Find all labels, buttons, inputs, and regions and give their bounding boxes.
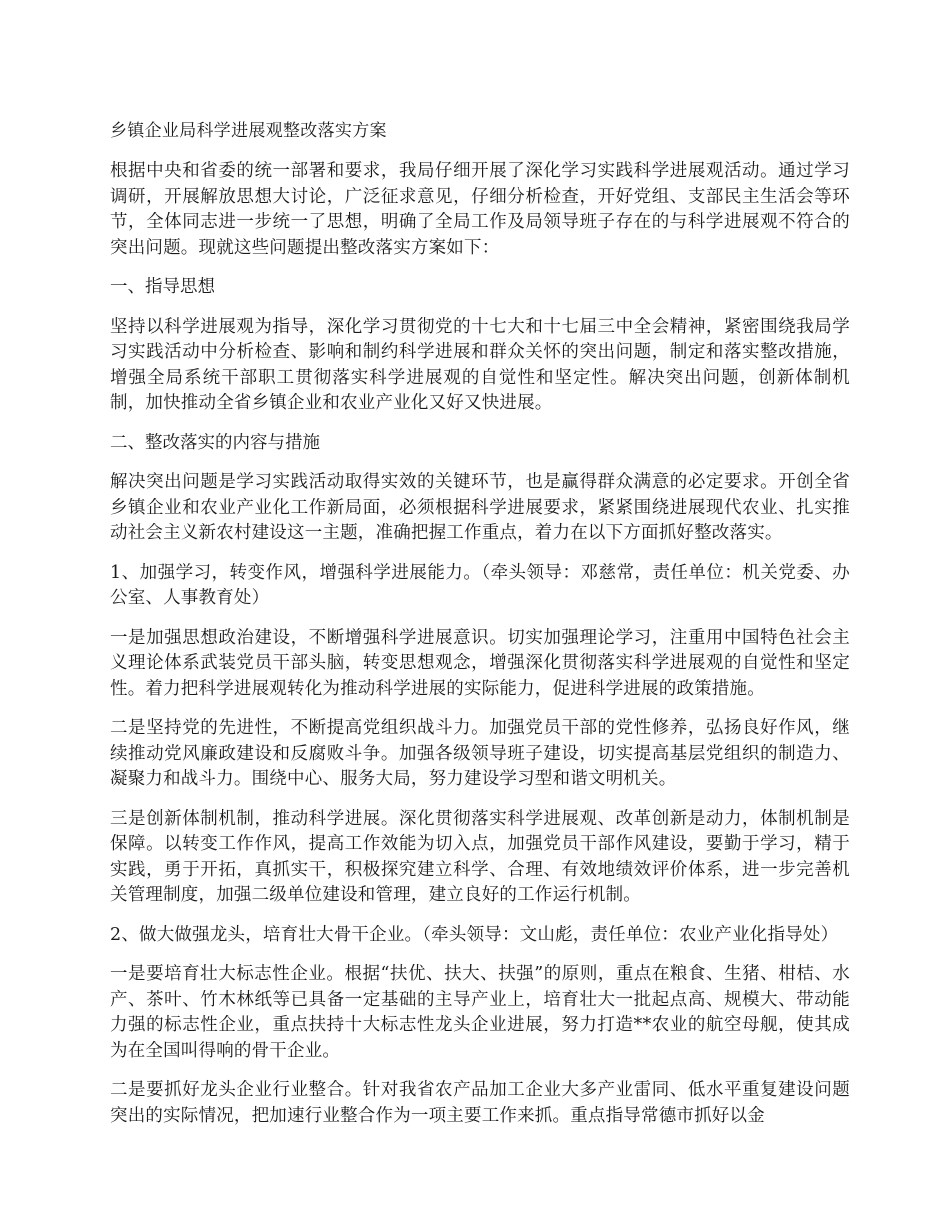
section-heading-guiding-ideology: 一、指导思想 (110, 277, 215, 297)
item1-point2-paragraph: 二是坚持党的先进性，不断提高党组织战斗力。加强党员干部的党性修养，弘扬良好作风，继续推动党风廉政建设和反腐败斗争。加强各级领导班子建设，切实提高基层党组织的制造力、凝聚力和战斗力。围绕中心、服务大局，努力建设学习型和谐文明机关。 (110, 718, 850, 789)
item-heading-leading-enterprises: 2、做大做强龙头，培育壮大骨干企业。（牵头领导：文山彪，责任单位：农业产业化指导处） (110, 924, 839, 945)
item2-point1-paragraph: 一是要培育壮大标志性企业。根据“扶优、扶大、扶强”的原则，重点在粮食、生猪、柑桔、水产、茶叶、竹木林纸等已具备一定基础的主导产业上，培育壮大一批起点高、规模大、带动能力强的标志性企业，重点扶持十大标志性龙头企业进展，努力打造**农业的航空母舰，使其成为在全国叫得响的骨干企业。 (110, 964, 850, 1061)
intro-paragraph: 根据中央和省委的统一部署和要求，我局仔细开展了深化学习实践科学进展观活动。通过学习调研，开展解放思想大讨论，广泛征求意见，仔细分析检查，开好党组、支部民主生活会等环节，全体同志进一步统一了思想，明确了全局工作及局领导班子存在的与科学进展观不符合的突出问题。现就这些问题提出整改落实方案如下： (110, 161, 850, 258)
item1-point3-paragraph: 三是创新体制机制，推动科学进展。深化贯彻落实科学进展观、改革创新是动力，体制机制是保障。以转变工作作风，提高工作效能为切入点，加强党员干部作风建设，要勤于学习，精于实践，勇于开拓，真抓实干，积极探究建立科学、合理、有效地绩效评价体系，进一步完善机关管理制度，加强二级单位建设和管理，建立良好的工作运行机制。 (110, 808, 850, 905)
item1-point1-paragraph: 一是加强思想政治建设，不断增强科学进展意识。切实加强理论学习，注重用中国特色社会主义理论体系武装党员干部头脑，转变思想观念，增强深化贯彻落实科学进展观的自觉性和坚定性。着力把科学进展观转化为推动科学进展的实际能力，促进科学进展的政策措施。 (110, 627, 850, 699)
document-title: 乡镇企业局科学进展观整改落实方案 (110, 121, 387, 141)
guiding-ideology-paragraph: 坚持以科学进展观为指导，深化学习贯彻党的十七大和十七届三中全会精神，紧密围绕我局学习实践活动中分析检查、影响和制约科学进展和群众关怀的突出问题，制定和落实整改措施，增强全局系统干部职工贯彻落实科学进展观的自觉性和坚定性。解决突出问题，创新体制机制，加快推动全省乡镇企业和农业产业化又好又快进展。 (110, 316, 850, 413)
item-heading-study-style: 1、加强学习，转变作风，增强科学进展能力。（牵头领导：邓慈常，责任单位：机关党委、办公室、人事教育处） (110, 562, 850, 608)
section-heading-rectification: 二、整改落实的内容与措施 (110, 432, 320, 453)
rectification-paragraph: 解决突出问题是学习实践活动取得实效的关键环节，也是赢得群众满意的必定要求。开创全省乡镇企业和农业产业化工作新局面，必须根据科学进展要求，紧紧围绕进展现代农业、扎实推动社会主义新农村建设这一主题，准确把握工作重点，着力在以下方面抓好整改落实。 (110, 472, 850, 543)
document-page (110, 119, 850, 1143)
item2-point2-paragraph: 二是要抓好龙头企业行业整合。针对我省农产品加工企业大多产业雷同、低水平重复建设问题突出的实际情况，把加速行业整合作为一项主要工作来抓。重点指导常德市抓好以金 (110, 1080, 850, 1126)
